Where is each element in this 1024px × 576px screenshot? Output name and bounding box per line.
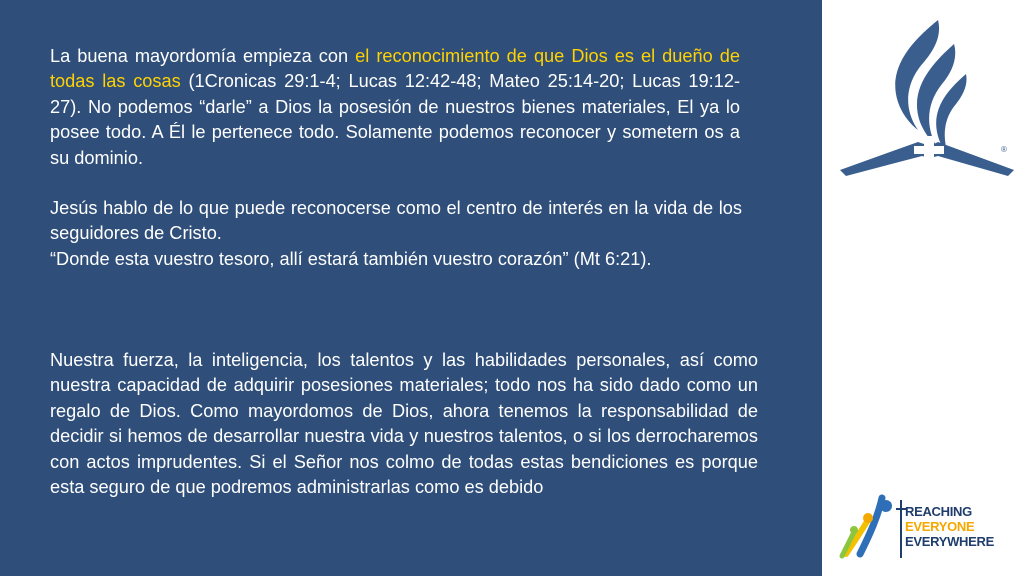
everywhere-text: EVERYWHERE [905,534,994,549]
adventist-logo-icon [838,18,1016,178]
paragraph-1-intro: La buena mayordomía empieza con [50,46,356,66]
paragraph-ownership [50,44,740,171]
paragraph-1-highlight: el reconocimiento de que Dios es el dueño de todas las cosas [50,46,741,92]
everyone-text: EVERYONE [905,519,975,534]
paragraph-1-rest: (1Cronicas 29:1-4; Lucas 12:42-48; Mateo 25:14-20; Lucas 19:12-27). No podemos “darle” a Dios la posesión de nuestros bienes materiales, El ya lo posee todo. A Él le pertenece todo. Solamente podemos reconocer y sometern os a su dominio. [50,71,741,168]
reaching-text: REACHING [905,504,972,519]
paragraph-2-quote: “Donde esta vuestro tesoro, allí estará también vuestro corazón” (Mt 6:21). [50,248,652,269]
paragraph-treasure [50,196,742,272]
paragraph-2-line-1: Jesús hablo de lo que puede reconocerse como el centro de interés en la vida de los seguidores de Cristo. [50,198,742,244]
registered-mark: ® [1001,145,1007,154]
paragraph-stewardship: Nuestra fuerza, la inteligencia, los talentos y las habilidades personales, así como nuestra capacidad de adquirir posesiones materiales; todo nos ha sido dado como un regalo de Dios. Como mayordomos de Dios, ahora tenemos la responsabilidad de decidir si hemos de desarrollar nuestra vida y nuestros talentos, o si los derrocharemos con actos imprudentes. Si el Señor nos colmo de todas estas bendiciones es porque esta seguro de que podremos administrarlas como es debido [50,350,758,498]
